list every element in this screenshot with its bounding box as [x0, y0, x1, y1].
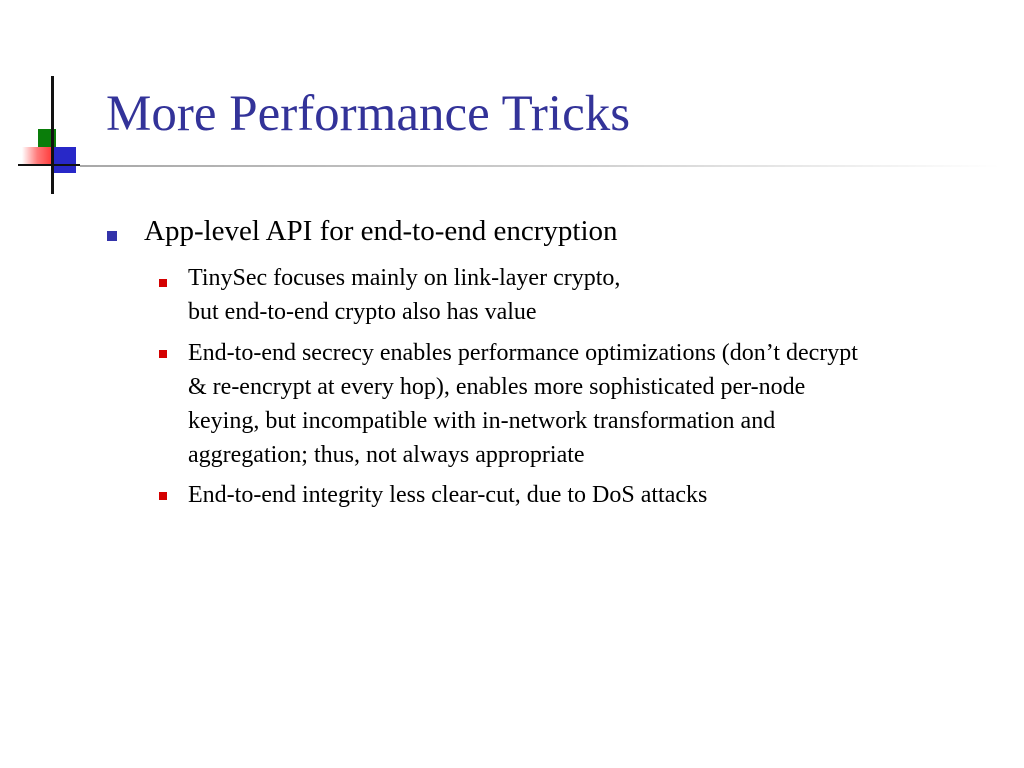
sub-bullet-1 — [188, 261, 620, 329]
sub-bullet-line: & re-encrypt at every hop), enables more sophisticated per-node — [188, 374, 806, 400]
sub-bullet-line: but end-to-end crypto also has value — [188, 299, 537, 325]
bullet-square-icon — [107, 231, 117, 241]
sub-bullet-3 — [188, 478, 707, 512]
sub-bullet-square-icon — [159, 350, 167, 358]
sub-bullet-line: End-to-end integrity less clear-cut, due to DoS attacks — [188, 482, 708, 508]
sub-bullet-square-icon — [159, 492, 167, 500]
bullet-level1: App-level API for end-to-end encryption — [144, 215, 618, 247]
slide-title: More Performance Tricks — [106, 86, 631, 142]
sub-bullet-line: keying, but incompatible with in-network transformation and — [188, 408, 776, 434]
sub-bullet-line: TinySec focuses mainly on link-layer crypto, — [188, 265, 621, 291]
sub-bullet-square-icon — [159, 279, 167, 287]
sub-bullet-2 — [188, 336, 858, 472]
sub-bullet-line: End-to-end secrecy enables performance optimizations (don’t decrypt — [188, 340, 858, 366]
sub-bullet-line: aggregation; thus, not always appropriate — [188, 442, 585, 468]
